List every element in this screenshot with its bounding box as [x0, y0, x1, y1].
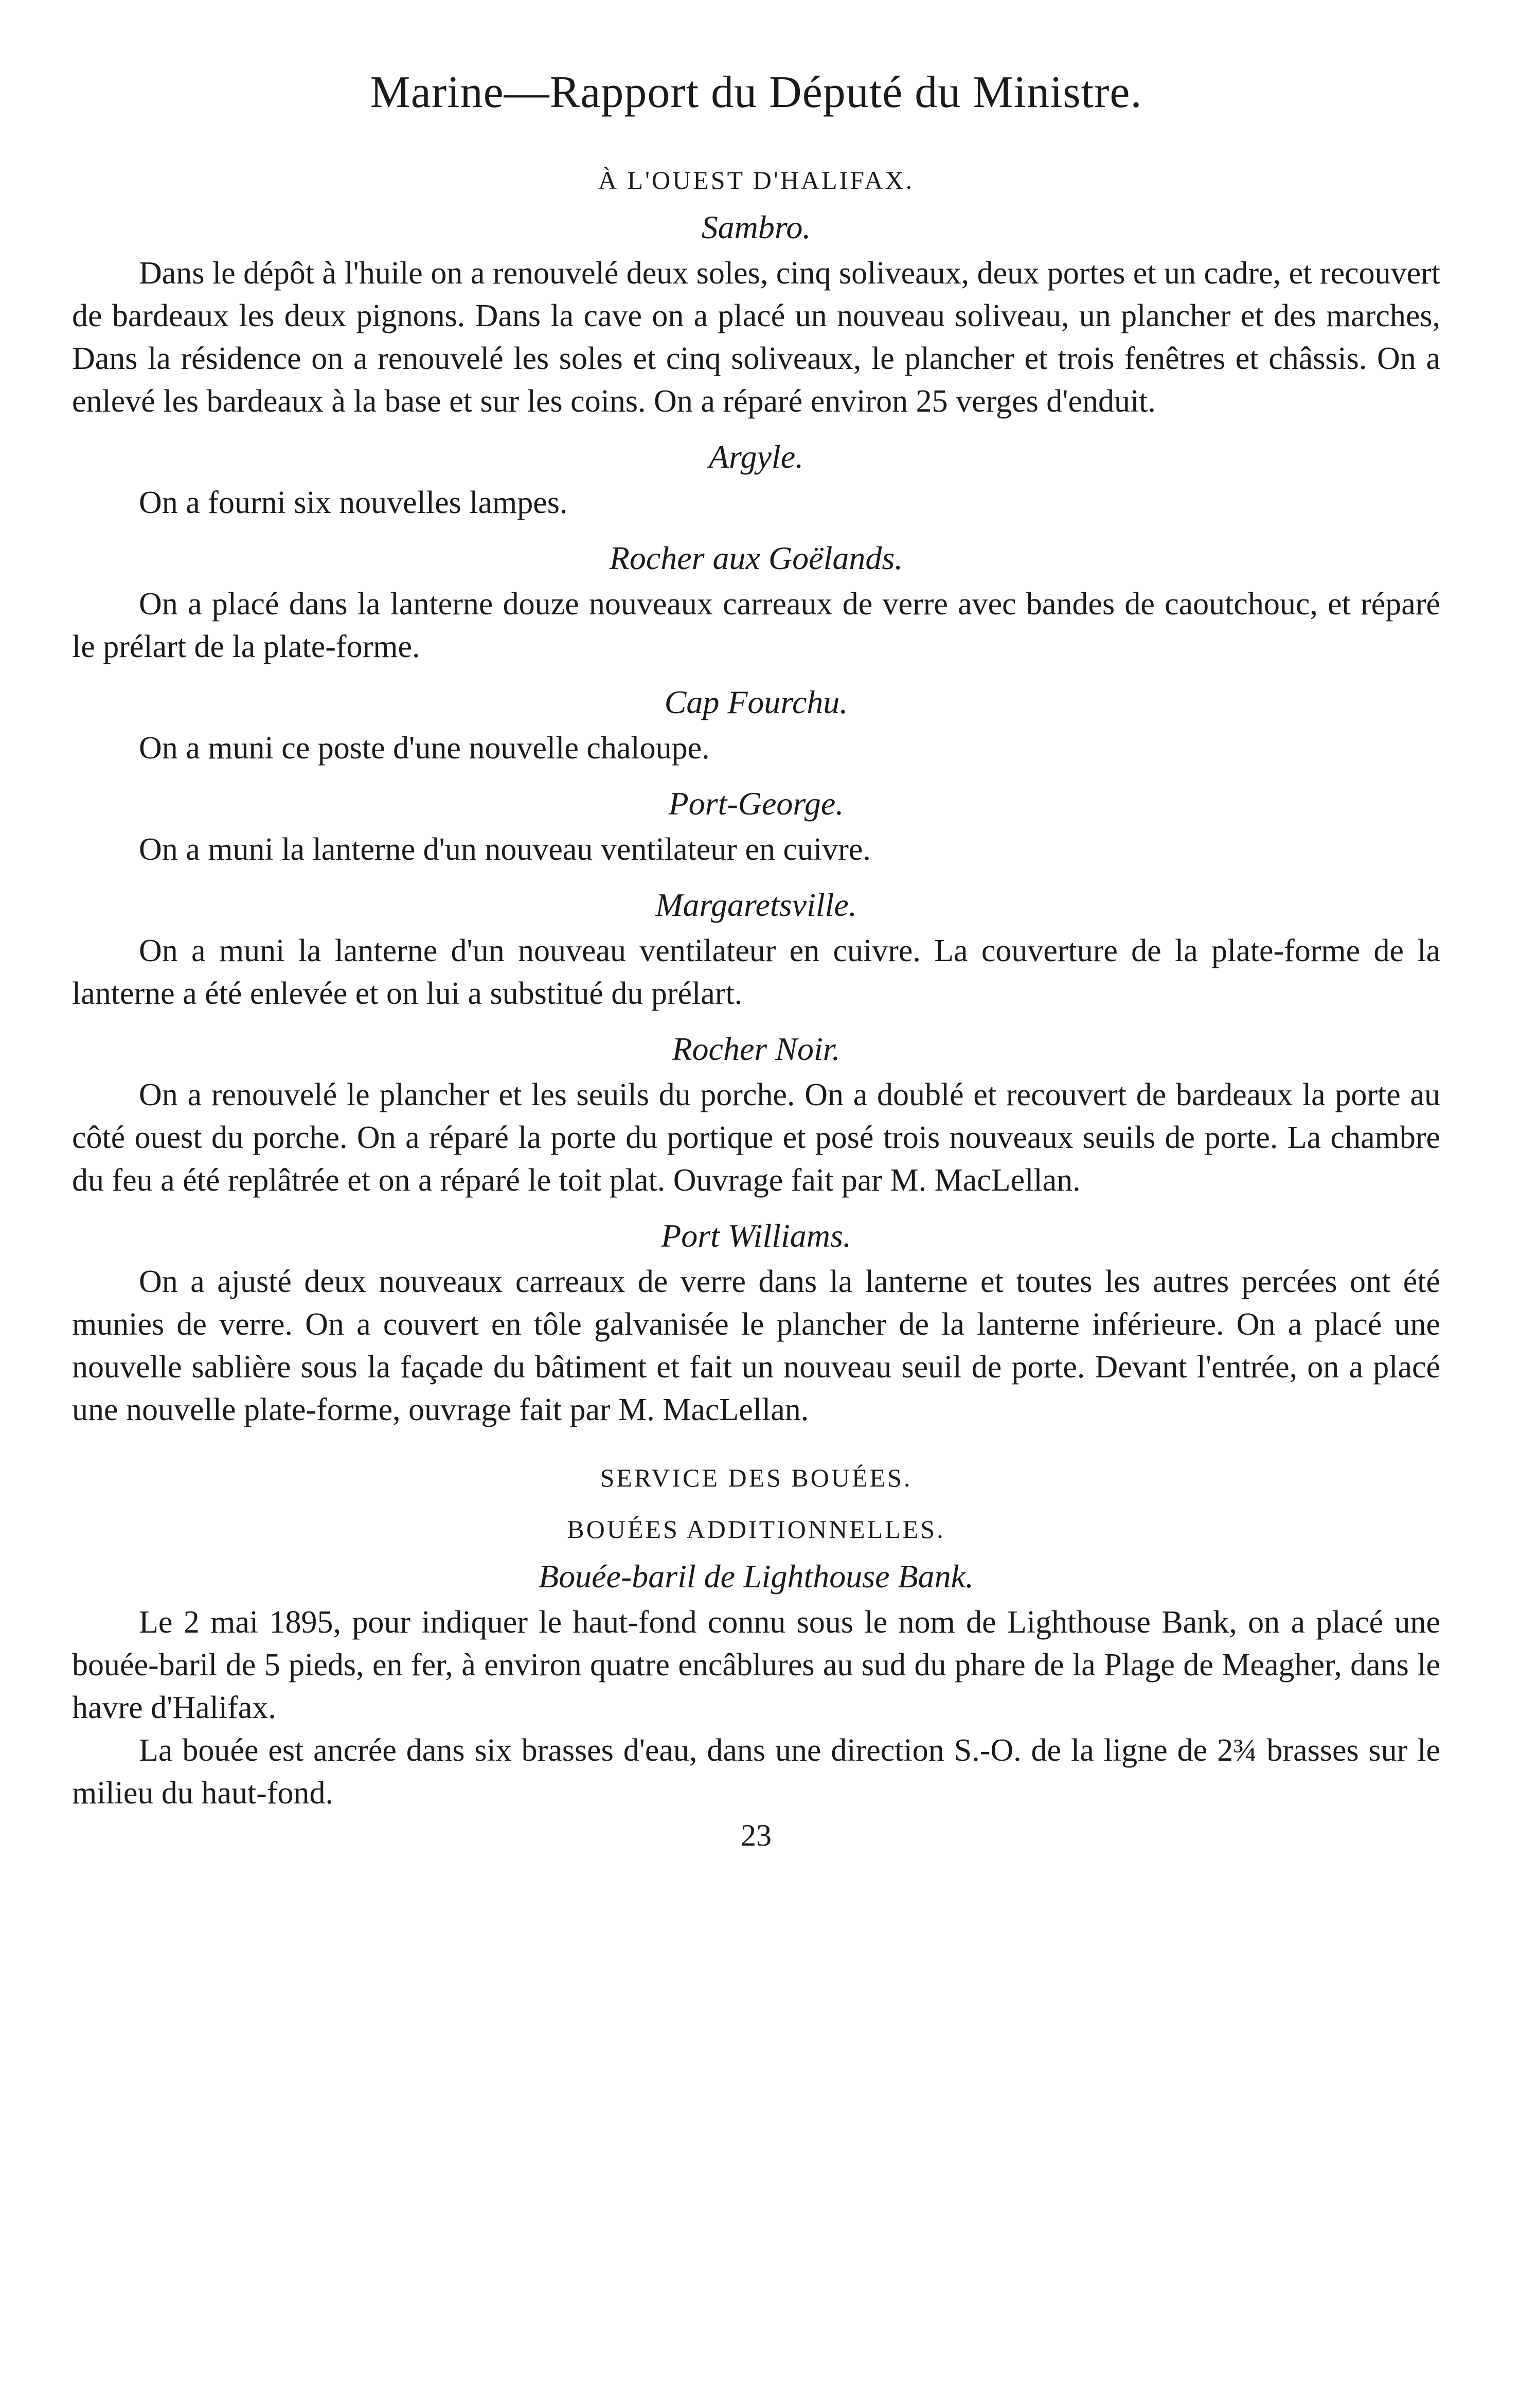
- entry-margaretsville: [72, 883, 1440, 1015]
- paragraph: Le 2 mai 1895, pour indiquer le haut-fond connu sous le nom de Lighthouse Bank, on a placé une bouée-baril de 5 pieds, en fer, à environ quatre encâblures au sud du phare de la Plage de Meagher, dans le havre d'Halifax.: [72, 1605, 1440, 1725]
- entry-title: Cap Fourchu.: [664, 684, 848, 720]
- entry-rocher-aux-goelands: [72, 537, 1440, 668]
- entry-port-george: [72, 782, 1440, 871]
- entry-cap-fourchu: [72, 681, 1440, 770]
- entry-argyle: [72, 435, 1440, 524]
- section-west-of-halifax: [72, 160, 1440, 1431]
- paragraph: On a fourni six nouvelles lampes.: [139, 485, 568, 520]
- entry-title: Margaretsville.: [655, 887, 857, 923]
- paragraph: On a muni la lanterne d'un nouveau ventilateur en cuivre.: [139, 832, 871, 867]
- paragraph: On a placé dans la lanterne douze nouveaux carreaux de verre avec bandes de caoutchouc, et réparé le prélart de la plate-forme.: [72, 587, 1440, 664]
- entry-title: Sambro.: [701, 209, 811, 245]
- page-number: 23: [741, 1818, 772, 1852]
- entry-title: Port-George.: [668, 785, 844, 822]
- entry-title: Rocher aux Goëlands.: [609, 540, 903, 576]
- paragraph: La bouée est ancrée dans six brasses d'eau, dans une direction S.-O. de la ligne de 2¾ brasses sur le milieu du haut-fond.: [72, 1733, 1440, 1811]
- entry-title: Port Williams.: [661, 1217, 851, 1254]
- section-subheading: BOUÉES ADDITIONNELLES.: [567, 1515, 945, 1544]
- section-heading: SERVICE DES BOUÉES.: [600, 1463, 913, 1492]
- running-title: Marine—Rapport du Député du Ministre.: [370, 67, 1142, 117]
- document-page: [72, 62, 1440, 1856]
- paragraph: On a muni la lanterne d'un nouveau ventilateur en cuivre. La couverture de la plate-forme de la lanterne a été enlevée et on lui a substitué du prélart.: [72, 933, 1440, 1011]
- entry-sambro: [72, 206, 1440, 423]
- section-buoy-service: [72, 1457, 1440, 1815]
- entry-title: Rocher Noir.: [672, 1031, 841, 1067]
- section-heading: À L'OUEST D'HALIFAX.: [598, 166, 915, 194]
- paragraph: On a ajusté deux nouveaux carreaux de verre dans la lanterne et toutes les autres percées ont été munies de verre. On a couvert en tôle galvanisée le plancher de la lanterne inférieure. On a placé une nouvelle sablière sous la façade du bâtiment et fait un nouveau seuil de porte. Devant l'entrée, on a placé une nouvelle plate-forme, ouvrage fait par M. MacLellan.: [72, 1264, 1440, 1427]
- paragraph: Dans le dépôt à l'huile on a renouvelé deux soles, cinq soliveaux, deux portes et un cadre, et recouvert de bardeaux les deux pignons. Dans la cave on a placé un nouveau soliveau, un plancher et des marches, Dans la résidence on a renouvelé les soles et cinq soliveaux, le plancher et trois fenêtres et châssis. On a enlevé les bardeaux à la base et sur les coins. On a réparé environ 25 verges d'enduit.: [72, 256, 1440, 419]
- paragraph: On a muni ce poste d'une nouvelle chaloupe.: [139, 731, 710, 766]
- entry-title: Argyle.: [708, 438, 804, 475]
- entry-rocher-noir: [72, 1028, 1440, 1202]
- entry-lighthouse-bank-buoy: [72, 1555, 1440, 1815]
- paragraph: On a renouvelé le plancher et les seuils du porche. On a doublé et recouvert de bardeaux la porte au côté ouest du porche. On a réparé la porte du portique et posé trois nouveaux seuils de porte. La chambre du feu a été replâtrée et on a réparé le toit plat. Ouvrage fait par M. MacLellan.: [72, 1077, 1440, 1198]
- entry-title: Bouée-baril de Lighthouse Bank.: [538, 1558, 974, 1595]
- entry-port-williams: [72, 1214, 1440, 1431]
